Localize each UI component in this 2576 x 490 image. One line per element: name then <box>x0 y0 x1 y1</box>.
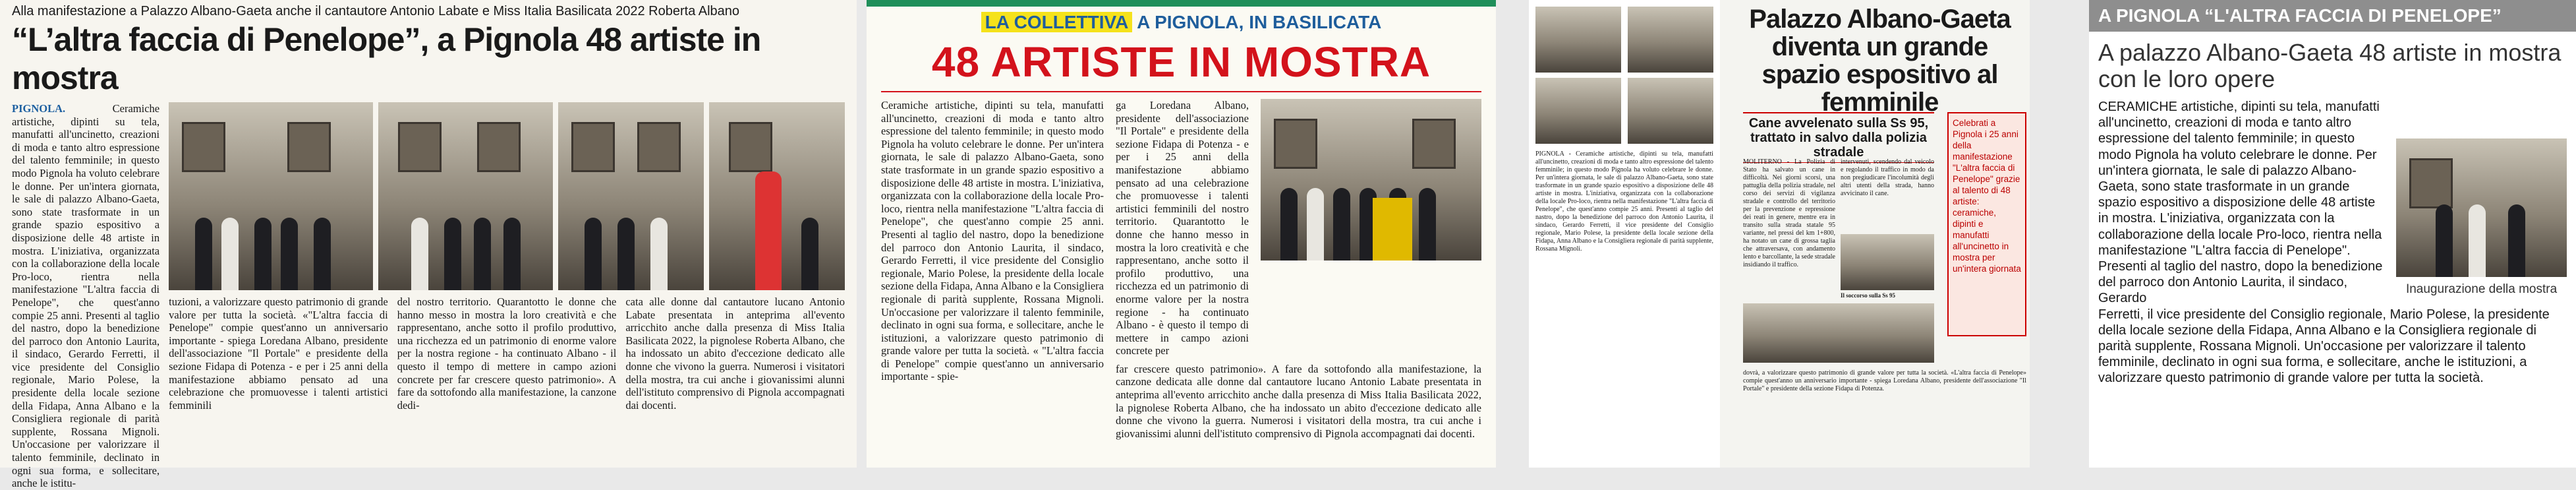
photo-road <box>1841 234 1934 290</box>
column-text: del nostro territorio. Quarantotto le donne che hanno messo in mostra la loro creatività e che rappresentano, anche sotto il profilo produttivo, una ricchezza ed un patrimonio di enorme valore per la nostra regione - ha continuato Albano - il questo il tempo di mettere in campo azioni concrete per far crescere questo patrimonio». A fare da sottofondo alla manifestazione, la canzone dedi- <box>397 295 617 412</box>
photo-room <box>1628 78 1713 144</box>
column-text: MOLITERNO - La Polizia di Stato ha salvato un cane in difficoltà. Nei giorni scorsi, una pattuglia della polizia stradale, nel corso dei servizi di vigilanza stradale e controllo del territorio per la prevenzione e repressione dei reati in genere, mentre era in transito sulla strada statale 95 variante, nel pressi del km 1+800, ha notato un cane di grossa taglia che attraversava, con andamento lento e barcollante, la sede stradale insidiando il traffico. <box>1743 158 1835 268</box>
photo-group <box>558 102 704 290</box>
kicker <box>867 7 1496 36</box>
photo-room <box>1535 7 1621 73</box>
kicker-rest: A PIGNOLA, IN BASILICATA <box>1137 12 1382 32</box>
photo-room <box>1535 78 1621 144</box>
clip-4 <box>2089 0 2576 468</box>
article-text: CERAMICHE artistiche, dipinti su tela, manufatti all'uncinetto, creazioni di moda e tanto altro espressione del talento femminile; in questo modo Pignola ha voluto celebrare le donne. Per un'intera giornata, le sale di palazzo Albano-Gaeta, sono state trasformate in un grande spazio espositivo a disposizione delle 48 artiste in mostra. L'iniziativa, organizzata con la collaborazione della locale Pro-loco, rientra nella manifestazione "L'altra faccia di Penelope". Presenti al taglio del nastro, dopo la benedizione del parroco don Antonio Laurita, il sindaco, Gerardo <box>2098 100 2383 306</box>
clip-1 <box>0 0 857 490</box>
divider <box>881 91 1481 92</box>
column-text: Ceramiche artistiche, dipinti su tela, manufatti all'uncinetto, creazioni di moda e tanto altro espressione del talento femminile; in questo modo Pignola ha voluto celebrare le donne. Per un'intera giornata, le sale di palazzo Albano-Gaeta, sono state trasformate in un grande spazio espositivo a disposizione delle 48 artiste in mostra. L'iniziativa, organizzata con la collaborazione della locale Pro-loco, rientra nella manifestazione "L'altra faccia di Penelope", che quest'anno compie 25 anni. Presenti al taglio del nastro, dopo la benedizione del parroco don Antonio Laurita, il sindaco, Gerardo Ferretti, il vice presidente del Consiglio regionale, Mario Polese, la presidente della locale sezione della Fidapa, Anna Albano e la Consigliera regionale di parità supplente, Rossana Mignoli. Un'occasione per valorizzare il talento femminile, declinato in ogni sua forma, e sollecitare, anche le istituzioni, a valorizzare questo patrimonio di grande valore per tutta la società. « "L'altra faccia di Penelope" compie quest'anno un anniversario importante - spie- <box>881 99 1104 383</box>
photo-inauguration <box>2396 138 2567 277</box>
photo-ribbon-cutting <box>378 102 553 290</box>
clip-2 <box>867 0 1496 468</box>
clip-3 <box>1529 0 2030 468</box>
headline: “L’altra faccia di Penelope”, a Pignola 48 artiste in mostra <box>12 21 761 96</box>
kicker: A PIGNOLA “L'ALTRA FACCIA DI PENELOPE” <box>2089 0 2576 32</box>
highlight-box: Celebrati a Pignola i 25 anni della manifestazione "L'altra faccia di Penelope" grazie al talento di 48 artiste: ceramiche, dipinti e manufatti all'uncinetto in mostra per un'intera giornata <box>1947 112 2026 336</box>
subheadline: Cane avvelenato sulla Ss 95, trattato in salvo dalla polizia stradale <box>1743 112 1934 163</box>
photo-miss-italia <box>709 102 845 290</box>
headline: 48 ARTISTE IN MOSTRA <box>931 38 1431 86</box>
column-text: cata alle donne dal cantautore lucano Antonio Labate presentata in anteprima all'evento arricchito anche dalla presenza di Miss Italia Basilicata 2022, la pignolese Roberta Albano, che ha indossato un abito d'eccezione dedicato alle donne che vivono la guerra. Numerosi i visitatori della mostra, tra cui anche i giovanissimi alunni dell'istituto comprensivo di Pignola accompagnati dai docenti. <box>625 295 845 412</box>
article-column <box>12 102 159 490</box>
kicker: Alla manifestazione a Palazzo Albano-Gaeta anche il cantautore Antonio Labate e Miss Italia Basilicata 2022 Roberta Albano <box>12 4 740 18</box>
photo-visitors <box>169 102 372 290</box>
column-text: ga Loredana Albano, presidente dell'associazione "Il Portale" e presidente della sezione Fidapa di Potenza - e per i 25 anni della manifestazione abbiamo pensato ad una celebrazione che promuovesse i talenti artistici femminili del nostro territorio. Quarantotto le donne che hanno messo in mostra la loro creatività e che rappresentano, anche sotto il profilo produttivo, una ricchezza ed un patrimonio di enorme valore per la nostra regione - ha continuato Albano - è questo il tempo di mettere in campo azioni concrete per <box>1116 99 1249 357</box>
column-text: Ceramiche artistiche, dipinti su tela, manufatti all'uncinetto, creazioni di moda e tanto altro espressione del talento femminile; in questo modo Pignola ha voluto celebrare le donne. Per un'intera giornata, le sale di palazzo Albano-Gaeta, sono state trasformate in un grande spazio espositivo a disposizione delle 48 artiste in mostra. L'iniziativa, organizzata con la collaborazione della locale Pro-loco, rientra nella manifestazione "L'altra faccia di Penelope", che quest'anno compie 25 anni. Presenti al taglio del nastro, dopo la benedizione del parroco don Antonio Laurita, il sindaco, Gerardo Ferretti, il vice presidente del Consiglio regionale, Mario Polese, la presidente della locale sezione della Fidapa, Anna Albano e la Consigliera regionale di parità supplente, Rossana Mignoli. Un'occasione per valorizzare il talento femminile, declinato in ogni sua forma, e sollecitare, anche le istitu- <box>12 102 160 490</box>
left-column <box>1529 0 1720 468</box>
headline: A palazzo Albano-Gaeta 48 artiste in mostra con le loro opere <box>2098 39 2562 92</box>
headline: Palazzo Albano-Gaeta diventa un grande spazio espositivo al femminile <box>1749 5 2011 117</box>
photo-caption: Inaugurazione della mostra <box>2405 282 2558 296</box>
article-text: Ferretti, il vice presidente del Consiglio regionale, Mario Polese, la presidente della locale sezione della Fidapa, Anna Albano e la Consigliera regionale di parità supplente, Rossana Mignoli. Un'occasione per valorizzare il talento femminile, declinato in ogni sua forma, e sollecitare, anche le istituzioni, a valorizzare questo patrimonio di grande valore per tutta la società. <box>2098 307 2550 386</box>
photo-room <box>1628 7 1713 73</box>
column-text: dovrà, a valorizzare questo patrimonio di grande valore per tutta la società. «L'altra faccia di Penelope» compie quest'anno un anniversario importante - spiega Loredana Albano, presidente dell'associazione "Il Portale" e presidente della sezione Fidapa di Potenza. <box>1743 369 2026 392</box>
flag-icon <box>1373 198 1412 260</box>
column-text: far crescere questo patrimonio». A fare da sottofondo alla manifestazione, la canzone dedicata alle donne dal cantautore lucano Antonio Labate presentata in anteprima all'evento arricchito anche dalla presenza di Miss Italia Basilicata 2022, la pignolese Roberta Albano, che ha indossato un abito d'eccezione dedicato alle donne che vivono la guerra. Numerosi i visitatori della mostra, tra cui anche i giovanissimi alunni dell'istituto comprensivo di Pignola accompagnati dai docenti. <box>1116 362 1481 440</box>
photo-exhibition <box>1743 303 1934 363</box>
place-lead: PIGNOLA. <box>12 102 66 115</box>
column-text: intervenuti, scendendo dal veicolo e regolando il traffico in modo da non pregiudicare l'incolumità degli altri utenti della strada, hanno avvicinato il cane. <box>1841 158 1934 197</box>
column-text: tuzioni, a valorizzare questo patrimonio di grande valore per tutta la società. «"L'altra faccia di Penelope" compie quest'anno un anniversario importante - spiega Loredana Albano, presidente dell'associazione "Il Portale" e presidente della sezione Fidapa di Potenza - e per i 25 anni della manifestazione abbiamo pensato ad una celebrazione che promuovesse i talenti artistici femminili <box>169 295 388 412</box>
photo-caption: Il soccorso sulla Ss 95 <box>1841 292 1896 299</box>
kicker-highlight: LA COLLETTIVA <box>981 12 1133 32</box>
column-text: PIGNOLA - Ceramiche artistiche, dipinti su tela, manufatti all'uncinetto, creazioni di moda e tanto altro espressione del talento femminile; in questo modo Pignola ha voluto celebrare le donne. Per un'intera giornata, le sale di palazzo Albano-Gaeta, sono state trasformate in un grande spazio espositivo a disposizione delle 48 artiste in mostra. L'iniziativa, organizzata con la collaborazione della locale Pro-loco, rientra nella manifestazione "L'altra faccia di Penelope", che quest'anno compie 25 anni. Presenti al taglio del nastro, dopo la benedizione del parroco don Antonio Laurita, il sindaco, Gerardo Ferretti, il vice presidente del Consiglio regionale, Mario Polese, la presidente della locale sezione della Fidapa, Anna Albano e la Consigliera regionale di parità supplente, Rossana Mignoli. <box>1535 150 1713 253</box>
photo-exhibition <box>1261 99 1481 260</box>
right-column <box>1730 0 2030 468</box>
